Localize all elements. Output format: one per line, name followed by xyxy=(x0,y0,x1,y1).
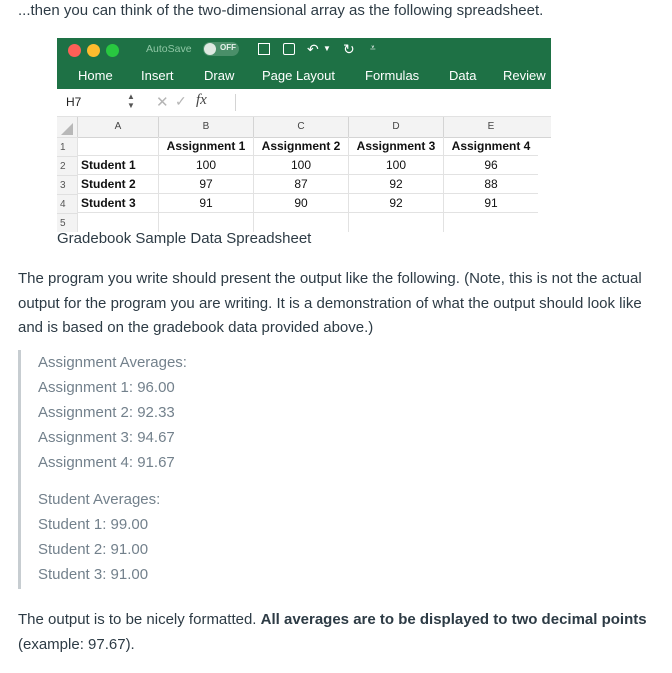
customize-toolbar-icon[interactable]: ⩡ xyxy=(370,43,376,54)
formatting-paragraph xyxy=(18,608,663,657)
cell-c1[interactable]: Assignment 2 xyxy=(253,137,348,156)
enter-check-icon[interactable]: ✓ xyxy=(175,93,187,109)
column-header-c[interactable]: C xyxy=(253,117,348,137)
student-average-line: Student 2: 91.00 xyxy=(38,541,149,558)
cell-b3[interactable]: 97 xyxy=(158,175,253,194)
cell-d2[interactable]: 100 xyxy=(348,156,443,175)
tab-page-layout[interactable]: Page Layout xyxy=(262,68,336,83)
student-averages-heading: Student Averages: xyxy=(38,491,161,508)
select-all-corner[interactable] xyxy=(57,117,77,137)
image-caption: Gradebook Sample Data Spreadsheet xyxy=(57,230,312,247)
assignment-average-line: Assignment 1: 96.00 xyxy=(38,379,175,396)
cell-d3[interactable]: 92 xyxy=(348,175,443,194)
formula-bar xyxy=(57,89,551,117)
intro-text: ...then you can think of the two-dimensional array as the following spreadsheet. xyxy=(18,2,544,19)
cell-e3[interactable]: 88 xyxy=(443,175,538,194)
row-header-1[interactable]: 1 xyxy=(57,137,77,156)
minimize-window-button[interactable] xyxy=(87,44,100,57)
worksheet-grid xyxy=(57,117,551,230)
formatting-lead: The output is to be nicely formatted. xyxy=(18,611,261,628)
row-header-4[interactable]: 4 xyxy=(57,194,77,213)
student-average-line: Student 1: 99.00 xyxy=(38,516,149,533)
column-header-row xyxy=(57,117,551,138)
tab-home[interactable]: Home xyxy=(78,68,113,83)
cell-b1[interactable]: Assignment 1 xyxy=(158,137,253,156)
tab-insert[interactable]: Insert xyxy=(141,68,174,83)
maximize-window-button[interactable] xyxy=(106,44,119,57)
cell-d1[interactable]: Assignment 3 xyxy=(348,137,443,156)
cell-b4[interactable]: 91 xyxy=(158,194,253,213)
blockquote-bar xyxy=(18,350,21,589)
student-average-line: Student 3: 91.00 xyxy=(38,566,149,583)
toggle-knob xyxy=(204,43,216,55)
name-box[interactable]: H7 xyxy=(66,95,82,109)
cell-e1[interactable]: Assignment 4 xyxy=(443,137,538,156)
autosave-label: AutoSave xyxy=(146,43,192,55)
tab-review[interactable]: Review xyxy=(503,68,546,83)
cell-e4[interactable]: 91 xyxy=(443,194,538,213)
autosave-toggle[interactable] xyxy=(203,42,239,56)
cell-c3[interactable]: 87 xyxy=(253,175,348,194)
cancel-icon[interactable]: ✕ xyxy=(156,94,169,111)
cell-d4[interactable]: 92 xyxy=(348,194,443,213)
formatting-tail: (example: 97.67). xyxy=(18,635,135,653)
formatting-emphasis: All averages are to be displayed to two decimal points xyxy=(260,611,647,628)
cell-e5[interactable] xyxy=(443,213,538,232)
row-header-5[interactable]: 5 xyxy=(57,213,77,232)
close-window-button[interactable] xyxy=(68,44,81,57)
assignment-average-line: Assignment 2: 92.33 xyxy=(38,404,175,421)
sheet-icon[interactable] xyxy=(258,43,270,55)
formula-separator xyxy=(235,94,236,111)
redo-icon[interactable]: ↻ xyxy=(343,41,355,57)
insert-function-icon[interactable]: fx xyxy=(196,92,207,108)
excel-ribbon xyxy=(57,38,551,89)
row-header-3[interactable]: 3 xyxy=(57,175,77,194)
spreadsheet-screenshot xyxy=(57,38,551,230)
cell-a4[interactable]: Student 3 xyxy=(77,194,158,213)
autosave-state: OFF xyxy=(220,43,236,52)
cell-e2[interactable]: 96 xyxy=(443,156,538,175)
column-header-b[interactable]: B xyxy=(158,117,253,137)
assignment-average-line: Assignment 4: 91.67 xyxy=(38,454,175,471)
assignment-average-line: Assignment 3: 94.67 xyxy=(38,429,175,446)
cell-a3[interactable]: Student 2 xyxy=(77,175,158,194)
tab-data[interactable]: Data xyxy=(449,68,477,83)
column-header-d[interactable]: D xyxy=(348,117,443,137)
cell-a2[interactable]: Student 1 xyxy=(77,156,158,175)
cell-a1[interactable] xyxy=(77,137,158,156)
instructions-paragraph: The program you write should present the output like the following. (Note, this is not the actual output for the program you are writing. It is a demonstration of what the output should look like and is based on the gradebook data provided above.) xyxy=(18,270,642,336)
save-icon[interactable] xyxy=(283,43,295,55)
tab-formulas[interactable]: Formulas xyxy=(365,68,420,83)
column-header-a[interactable]: A xyxy=(77,117,158,137)
name-box-spinner-icon[interactable]: ▲ ▼ xyxy=(127,92,135,110)
cell-b2[interactable]: 100 xyxy=(158,156,253,175)
column-header-e[interactable]: E xyxy=(443,117,538,137)
assignment-averages-heading: Assignment Averages: xyxy=(38,354,187,371)
cell-c2[interactable]: 100 xyxy=(253,156,348,175)
cell-d5[interactable] xyxy=(348,213,443,232)
tab-draw[interactable]: Draw xyxy=(204,68,235,83)
cell-c4[interactable]: 90 xyxy=(253,194,348,213)
undo-icon[interactable]: ↶ xyxy=(307,41,319,57)
row-header-2[interactable]: 2 xyxy=(57,156,77,175)
undo-dropdown-icon[interactable]: ▼ xyxy=(323,44,331,53)
